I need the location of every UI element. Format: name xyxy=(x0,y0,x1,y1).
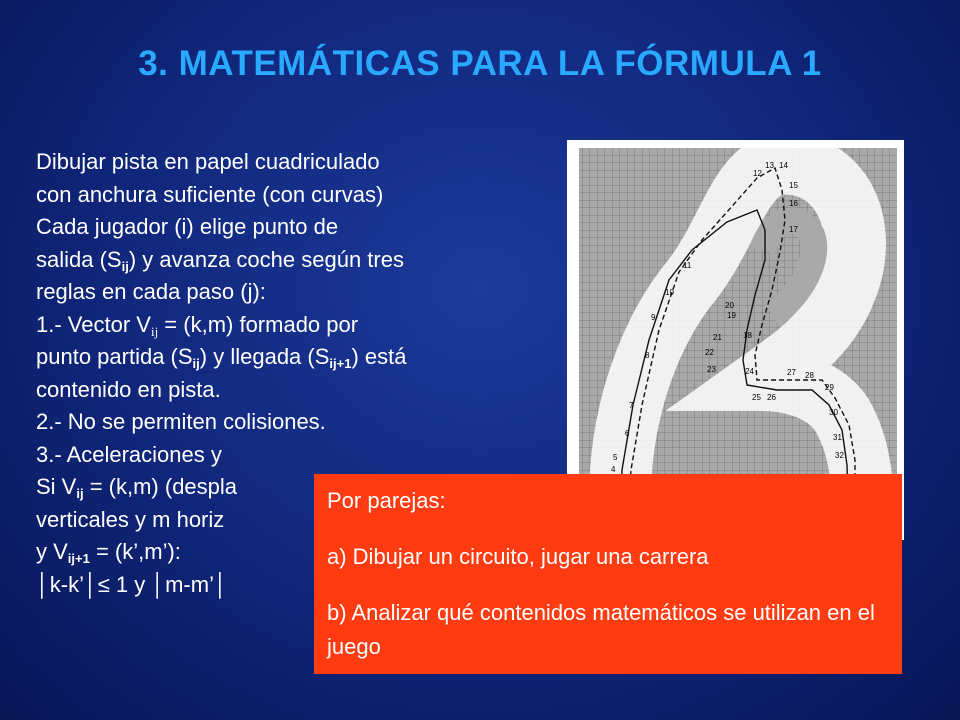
waypoint-label-29: 29 xyxy=(825,383,834,392)
waypoint-label-18: 18 xyxy=(743,331,752,340)
slide-title: 3. MATEMÁTICAS PARA LA FÓRMULA 1 xyxy=(138,44,822,83)
waypoint-label-27: 27 xyxy=(787,368,796,377)
line-7: punto partida $(S_{ij})$ y llegada $(S_{ij+1})$ está xyxy=(36,344,407,371)
waypoint-label-30: 30 xyxy=(829,408,838,417)
waypoint-label-12: 12 xyxy=(753,169,762,178)
waypoint-label-5: 5 xyxy=(613,453,618,462)
waypoint-label-4: 4 xyxy=(611,465,616,474)
waypoint-label-7: 7 xyxy=(629,401,634,410)
line-3: Cada jugador (i) elige punto de xyxy=(36,214,339,239)
callout-title: Por parejas: xyxy=(327,488,446,513)
line-9: 2.- No se permiten colisiones. xyxy=(36,409,326,434)
line-5: reglas en cada paso (j): xyxy=(36,279,266,304)
line-2: con anchura suficiente (con curvas) xyxy=(36,181,384,207)
waypoint-label-31: 31 xyxy=(833,433,842,442)
waypoint-label-15: 15 xyxy=(789,181,798,190)
waypoint-label-9: 9 xyxy=(651,313,656,322)
group-activity-callout xyxy=(314,474,902,674)
waypoint-label-23: 23 xyxy=(707,365,716,374)
waypoint-label-25: 25 xyxy=(752,393,761,402)
waypoint-label-14: 14 xyxy=(779,161,788,170)
callout-item-a: a) Dibujar un circuito, jugar una carrera xyxy=(327,544,709,569)
waypoint-label-24: 24 xyxy=(745,367,754,376)
waypoint-label-26: 26 xyxy=(767,393,776,402)
callout-item-b: b) Analizar qué contenidos matemáticos se utilizan en el juego xyxy=(327,600,875,659)
line-14: │k-k’│≤ 1 y │m-m’│ xyxy=(36,571,228,597)
waypoint-label-8: 8 xyxy=(645,351,650,360)
waypoint-label-22: 22 xyxy=(705,348,714,357)
waypoint-label-16: 16 xyxy=(789,199,798,208)
line-10: 3.- Aceleraciones y xyxy=(36,441,222,467)
waypoint-label-13: 13 xyxy=(765,161,774,170)
waypoint-label-21: 21 xyxy=(713,333,722,342)
line-6: 1.- Vector $V_{ij} = (k,m)$ formado por xyxy=(36,311,359,339)
line-8: contenido en pista. xyxy=(36,376,221,402)
line-11: Si $V_{ij} = (k,m)$ (despla xyxy=(36,474,238,501)
waypoint-label-11: 11 xyxy=(683,261,692,270)
waypoint-label-32: 32 xyxy=(835,451,844,460)
waypoint-label-10: 10 xyxy=(665,288,674,297)
waypoint-label-28: 28 xyxy=(805,371,814,380)
line-13: y $V_{ij+1}$ = (k’,m’): xyxy=(36,539,181,566)
line-12: verticales y m horiz xyxy=(36,506,225,532)
line-4: salida $(S_{ij})$ y avanza coche según tres xyxy=(36,246,404,274)
waypoint-label-6: 6 xyxy=(625,429,630,438)
waypoint-label-17: 17 xyxy=(789,225,798,234)
waypoint-label-20: 20 xyxy=(725,301,734,310)
waypoint-label-19: 19 xyxy=(727,311,736,320)
line-1: Dibujar pista en papel cuadriculado xyxy=(36,149,380,174)
